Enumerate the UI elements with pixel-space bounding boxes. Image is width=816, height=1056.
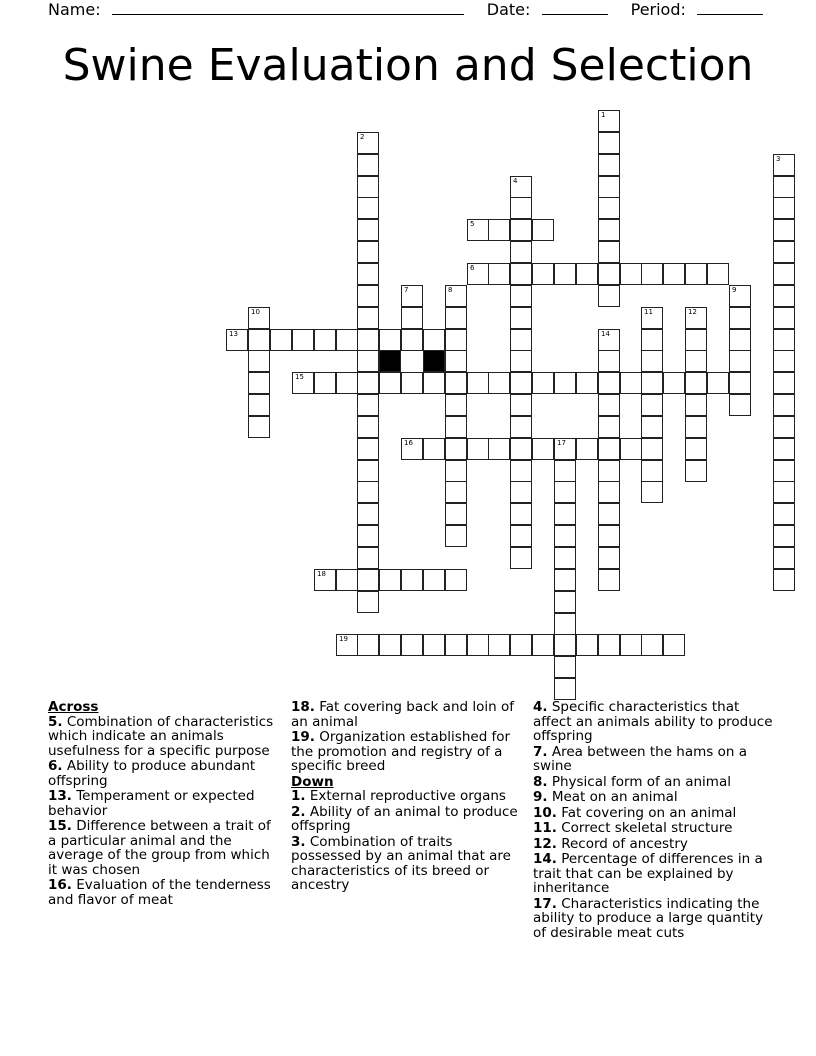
grid-cell[interactable] [598,110,620,132]
grid-cell[interactable] [598,460,620,482]
across-clue: 6. Ability to produce abundant offspring [48,758,256,789]
grid-cell[interactable] [445,329,467,351]
grid-cell[interactable] [510,219,532,241]
grid-cell[interactable] [685,460,707,482]
grid-cell[interactable] [467,634,489,656]
grid-cell[interactable] [357,154,379,176]
down-clue: 11. Correct skeletal structure [533,820,733,836]
grid-cell[interactable] [641,438,663,460]
grid-cell[interactable] [532,263,554,285]
grid-cell[interactable] [598,372,620,394]
grid-cell[interactable] [401,569,423,591]
grid-cell[interactable] [401,372,423,394]
grid-cell[interactable] [641,394,663,416]
clue-number: 7 [404,286,409,294]
grid-cell[interactable] [773,394,795,416]
across-clue: 18. Fat covering back and loin of an animal [291,699,514,730]
grid-cell[interactable] [445,372,467,394]
grid-cell[interactable] [510,394,532,416]
grid-cell[interactable] [248,372,270,394]
grid-cell[interactable] [379,372,401,394]
across-clues-col1 [48,700,276,908]
grid-cell[interactable] [467,372,489,394]
grid-cell[interactable] [641,350,663,372]
grid-cell[interactable] [598,197,620,219]
grid-cell[interactable] [641,263,663,285]
grid-cell[interactable] [357,547,379,569]
grid-cell[interactable] [510,350,532,372]
grid-cell[interactable] [357,416,379,438]
across-clue: 5. Combination of characteristics which indicate an animals usefulness for a specific purpose [48,713,274,759]
grid-cell[interactable] [641,634,663,656]
down-clue: 10. Fat covering on an animal [533,804,737,821]
grid-cell[interactable] [598,241,620,263]
grid-cell[interactable] [510,547,532,569]
grid-cell[interactable] [488,438,510,460]
grid-cell[interactable] [357,350,379,372]
down-clues-col3 [533,700,773,941]
grid-cell[interactable] [336,372,358,394]
grid-cell[interactable] [532,219,554,241]
grid-cell[interactable] [685,394,707,416]
grid-cell[interactable] [357,197,379,219]
grid-cell[interactable] [401,634,423,656]
clue-number: 5 [470,220,475,228]
clue-number: 14 [601,330,610,338]
grid-cell[interactable] [554,263,576,285]
across-clue: 15. Difference between a trait of a particular animal and the average of the group from which it was chosen [48,818,271,878]
grid-cell[interactable] [445,634,467,656]
down-clue: 17. Characteristics indicating the ability to produce a large quantity of desirable meat cuts [533,895,764,941]
down-clue: 14. Percentage of differences in a trait that can be explained by inheritance [533,851,763,896]
down-clue: 9. Meat on an animal [533,789,678,805]
grid-cell[interactable] [663,372,685,394]
page-title: Swine Evaluation and Selection [62,40,754,91]
black-cell [423,350,445,372]
grid-cell[interactable] [598,219,620,241]
grid-cell[interactable] [554,613,576,635]
grid-cell[interactable] [510,307,532,329]
grid-cell[interactable] [685,416,707,438]
grid-cell[interactable] [401,307,423,329]
grid-cell[interactable] [488,263,510,285]
grid-cell[interactable] [357,307,379,329]
grid-cell[interactable] [357,394,379,416]
grid-cell[interactable] [357,241,379,263]
grid-cell[interactable] [773,481,795,503]
grid-cell[interactable] [598,438,620,460]
grid-cell[interactable] [685,438,707,460]
grid-cell[interactable] [357,481,379,503]
clue-number: 3 [776,155,781,163]
grid-cell[interactable] [773,197,795,219]
grid-cell[interactable] [707,372,729,394]
grid-cell[interactable] [445,416,467,438]
grid-cell[interactable] [292,372,314,394]
black-cell [379,350,401,372]
grid-cell[interactable] [729,329,751,351]
grid-cell[interactable] [510,503,532,525]
grid-cell[interactable] [423,634,445,656]
grid-cell[interactable] [510,329,532,351]
grid-cell[interactable] [641,372,663,394]
grid-cell[interactable] [510,481,532,503]
grid-cell[interactable] [554,656,576,678]
grid-cell[interactable] [773,460,795,482]
grid-cell[interactable] [379,569,401,591]
grid-cell[interactable] [510,525,532,547]
grid-cell[interactable] [423,329,445,351]
grid-cell[interactable] [773,569,795,591]
grid-cell[interactable] [423,438,445,460]
grid-cell[interactable] [401,438,423,460]
grid-cell[interactable] [357,219,379,241]
grid-cell[interactable] [576,438,598,460]
grid-cell[interactable] [357,285,379,307]
grid-cell[interactable] [488,372,510,394]
grid-cell[interactable] [620,438,642,460]
grid-cell[interactable] [510,241,532,263]
grid-cell[interactable] [620,634,642,656]
clue-number: 15 [295,373,304,381]
grid-cell[interactable] [598,569,620,591]
clue-number: 4 [513,177,518,185]
grid-cell[interactable] [685,372,707,394]
grid-cell[interactable] [292,329,314,351]
grid-cell[interactable] [357,634,379,656]
grid-cell[interactable] [598,547,620,569]
grid-cell[interactable] [773,503,795,525]
grid-cell[interactable] [357,591,379,613]
grid-cell[interactable] [773,176,795,198]
grid-cell[interactable] [445,307,467,329]
grid-cell[interactable] [663,634,685,656]
grid-cell[interactable] [445,438,467,460]
grid-cell[interactable] [248,416,270,438]
clue-number: 9 [732,286,737,294]
grid-cell[interactable] [641,329,663,351]
grid-cell[interactable] [401,329,423,351]
grid-cell[interactable] [641,460,663,482]
grid-cell[interactable] [598,132,620,154]
grid-cell[interactable] [467,219,489,241]
grid-cell[interactable] [729,394,751,416]
grid-cell[interactable] [510,460,532,482]
grid-cell[interactable] [598,525,620,547]
grid-cell[interactable] [357,438,379,460]
grid-cell[interactable] [685,329,707,351]
grid-cell[interactable] [729,307,751,329]
date-label: Date: [486,0,531,19]
grid-cell[interactable] [336,634,358,656]
grid-cell[interactable] [685,307,707,329]
grid-cell[interactable] [314,372,336,394]
grid-cell[interactable] [445,460,467,482]
grid-cell[interactable] [248,394,270,416]
grid-cell[interactable] [226,329,248,351]
clue-number: 17 [557,439,566,447]
grid-cell[interactable] [467,263,489,285]
grid-cell[interactable] [598,285,620,307]
clue-number: 13 [229,330,238,338]
grid-cell[interactable] [554,569,576,591]
grid-cell[interactable] [576,634,598,656]
grid-cell[interactable] [598,416,620,438]
grid-cell[interactable] [620,263,642,285]
grid-cell[interactable] [488,219,510,241]
grid-cell[interactable] [314,329,336,351]
grid-cell[interactable] [598,503,620,525]
grid-cell[interactable] [445,503,467,525]
clue-number: 10 [251,308,260,316]
grid-cell[interactable] [357,503,379,525]
grid-cell[interactable] [729,372,751,394]
grid-cell[interactable] [357,176,379,198]
grid-cell[interactable] [423,569,445,591]
grid-cell[interactable] [357,372,379,394]
grid-cell[interactable] [598,176,620,198]
grid-cell[interactable] [598,634,620,656]
grid-cell[interactable] [445,569,467,591]
grid-cell[interactable] [510,438,532,460]
grid-cell[interactable] [510,416,532,438]
grid-cell[interactable] [773,547,795,569]
grid-cell[interactable] [641,307,663,329]
grid-cell[interactable] [773,416,795,438]
grid-cell[interactable] [379,329,401,351]
grid-cell[interactable] [248,307,270,329]
grid-cell[interactable] [554,678,576,700]
grid-cell[interactable] [576,372,598,394]
grid-cell[interactable] [598,481,620,503]
grid-cell[interactable] [773,307,795,329]
down-clue: 8. Physical form of an animal [533,773,731,790]
grid-cell[interactable] [423,372,445,394]
grid-cell[interactable] [773,372,795,394]
grid-cell[interactable] [357,460,379,482]
grid-cell[interactable] [554,634,576,656]
down-clue: 4. Specific characteristics that affect an animals ability to produce offspring [533,699,773,744]
grid-cell[interactable] [554,503,576,525]
grid-cell[interactable] [598,263,620,285]
grid-cell[interactable] [532,634,554,656]
grid-cell[interactable] [554,460,576,482]
grid-cell[interactable] [729,350,751,372]
across-clue: 13. Temperament or expected behavior [48,788,255,819]
grid-cell[interactable] [336,569,358,591]
grid-cell[interactable] [357,569,379,591]
grid-cell[interactable] [773,154,795,176]
grid-cell[interactable] [707,263,729,285]
grid-cell[interactable] [576,263,598,285]
clue-number: 11 [644,308,653,316]
down-clue: 12. Record of ancestry [533,835,688,852]
clue-number: 6 [470,264,475,272]
grid-cell[interactable] [270,329,292,351]
name-label: Name: [48,0,101,19]
grid-cell[interactable] [554,547,576,569]
grid-cell[interactable] [510,285,532,307]
grid-cell[interactable] [773,263,795,285]
grid-cell[interactable] [620,372,642,394]
clue-number: 19 [339,635,348,643]
grid-cell[interactable] [510,197,532,219]
grid-cell[interactable] [445,285,467,307]
grid-cell[interactable] [401,285,423,307]
grid-cell[interactable] [663,263,685,285]
grid-cell[interactable] [357,329,379,351]
grid-cell[interactable] [554,372,576,394]
grid-cell[interactable] [357,525,379,547]
grid-cell[interactable] [773,329,795,351]
grid-cell[interactable] [510,263,532,285]
grid-cell[interactable] [510,372,532,394]
grid-cell[interactable] [641,481,663,503]
grid-cell[interactable] [445,481,467,503]
grid-cell[interactable] [467,438,489,460]
grid-cell[interactable] [532,438,554,460]
grid-cell[interactable] [445,350,467,372]
grid-cell[interactable] [445,394,467,416]
grid-cell[interactable] [554,438,576,460]
grid-cell[interactable] [729,285,751,307]
grid-cell[interactable] [598,350,620,372]
down-clue: 7. Area between the hams on a swine [533,743,747,774]
grid-cell[interactable] [248,350,270,372]
grid-cell[interactable] [510,634,532,656]
grid-cell[interactable] [773,438,795,460]
clue-number: 18 [317,570,326,578]
grid-cell[interactable] [598,394,620,416]
down-clue: 3. Combination of traits possessed by an animal that are characteristics of its breed or ancestry [291,833,511,893]
grid-cell[interactable] [598,154,620,176]
down-clue: 2. Ability of an animal to produce offspring [291,803,518,834]
clue-number: 2 [360,133,365,141]
period-label: Period: [630,0,686,19]
grid-cell[interactable] [357,263,379,285]
clues-col2 [291,700,521,894]
clue-number: 16 [404,439,413,447]
grid-cell[interactable] [598,329,620,351]
grid-cell[interactable] [554,525,576,547]
grid-cell[interactable] [532,372,554,394]
grid-cell[interactable] [773,219,795,241]
grid-cell[interactable] [685,350,707,372]
down-heading: Down [291,773,334,790]
across-heading: Across [48,699,99,715]
grid-cell[interactable] [357,132,379,154]
grid-cell[interactable] [773,285,795,307]
grid-cell[interactable] [336,329,358,351]
grid-cell[interactable] [554,591,576,613]
clue-number: 1 [601,111,606,119]
grid-cell[interactable] [685,263,707,285]
grid-cell[interactable] [248,329,270,351]
grid-cell[interactable] [510,176,532,198]
across-clue: 16. Evaluation of the tenderness and flavor of meat [48,877,271,908]
grid-cell[interactable] [773,350,795,372]
across-clue: 19. Organization established for the promotion and registry of a specific breed [291,729,511,774]
grid-cell[interactable] [314,569,336,591]
grid-cell[interactable] [445,525,467,547]
clue-number: 8 [448,286,453,294]
grid-cell[interactable] [554,481,576,503]
grid-cell[interactable] [488,634,510,656]
grid-cell[interactable] [641,416,663,438]
grid-cell[interactable] [773,525,795,547]
grid-cell[interactable] [379,634,401,656]
down-clue: 1. External reproductive organs [291,788,506,804]
clue-number: 12 [688,308,697,316]
grid-cell[interactable] [773,241,795,263]
